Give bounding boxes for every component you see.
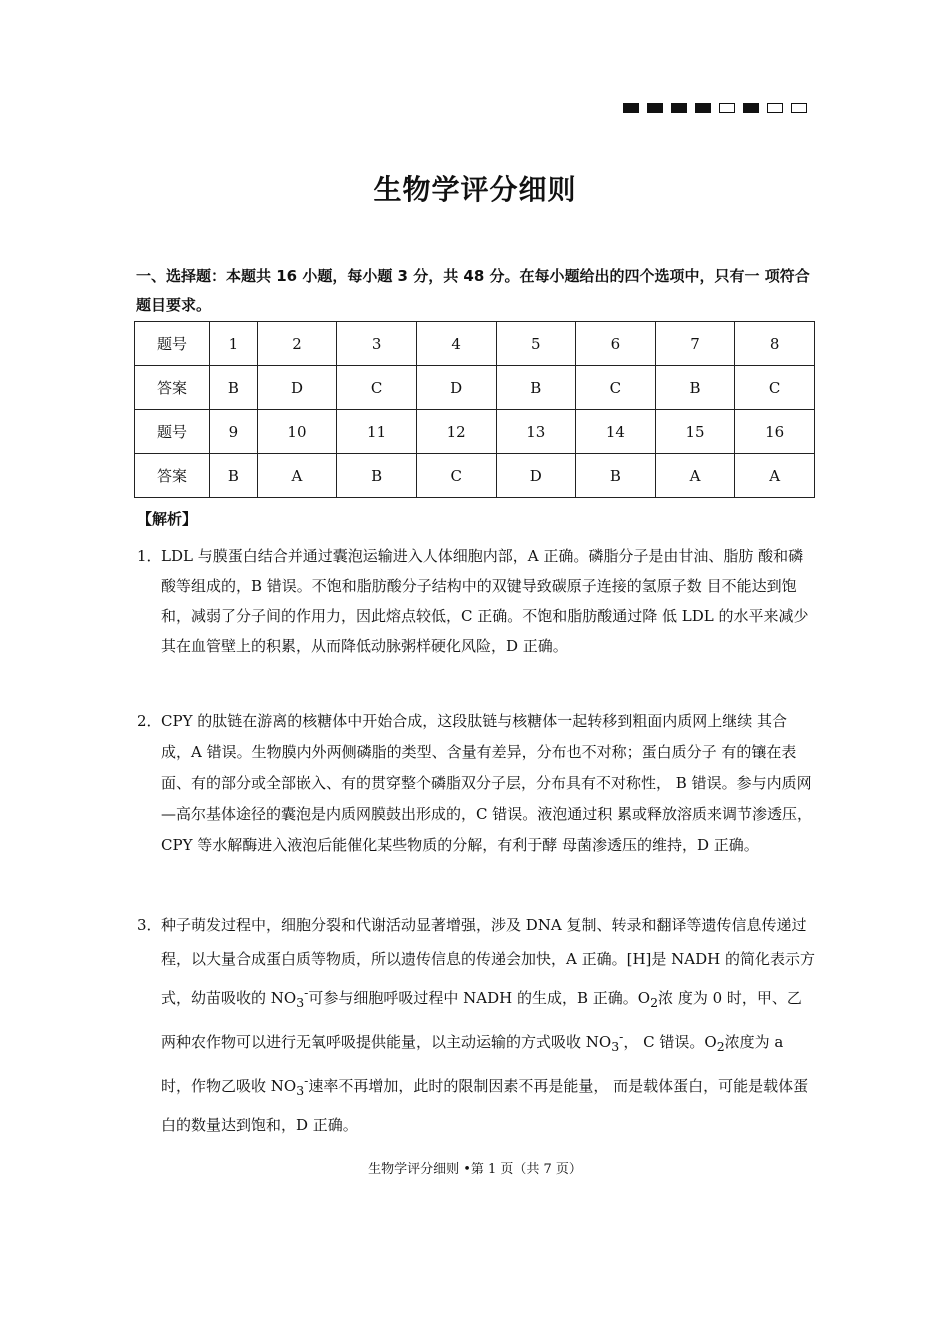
table-cell: 14: [576, 410, 656, 454]
row-header-cell: 题号: [135, 410, 210, 454]
table-row: [135, 454, 815, 498]
analysis-item-1: [137, 541, 815, 661]
table-cell: B: [210, 454, 258, 498]
mark-filled: [695, 103, 711, 113]
table-cell: D: [496, 454, 576, 498]
table-cell: C: [337, 366, 417, 410]
table-cell: 10: [257, 410, 337, 454]
subscript-2: 2: [716, 1039, 725, 1054]
mark-empty: [791, 103, 807, 113]
item-text: LDL 与膜蛋白结合并通过囊泡运输进入人体细胞内部，A 正确。磷脂分子是由甘油、脂肪 酸和磷酸等组成的，B 错误。不饱和脂肪酸分子结构中的双键导致碳原子连接的氢原子数 目不能达到饱和，减弱了分子间的作用力，因此熔点较低，C 正确。不饱和脂肪酸通过降 低 LDL 的水平来减少其在血管壁上的积累，从而降低动脉粥样硬化风险，D 正确。: [161, 547, 809, 655]
table-cell: B: [210, 366, 258, 410]
table-cell: B: [496, 366, 576, 410]
table-cell: 7: [655, 322, 735, 366]
item-text: [161, 908, 815, 1142]
text-segment: 浓度为 a 时，作物乙吸收 NO: [161, 1033, 784, 1095]
mark-empty: [767, 103, 783, 113]
subscript-2: 2: [650, 995, 659, 1010]
text-segment: 可参与细胞呼吸过程中 NADH 的生成，B 正确。O: [308, 989, 651, 1007]
table-cell: C: [735, 366, 815, 410]
table-cell: 1: [210, 322, 258, 366]
text-segment: 浓 度为 0 时，甲、乙两种农作物可以进行无氧呼吸提供能量，以主动运输的方式吸收 NO: [161, 989, 802, 1051]
table-cell: 8: [735, 322, 815, 366]
table-cell: 11: [337, 410, 417, 454]
table-cell: C: [576, 366, 656, 410]
analysis-item-2: [137, 706, 815, 861]
row-header-cell: 答案: [135, 366, 210, 410]
header-marks: [623, 103, 807, 113]
table-cell: 12: [416, 410, 496, 454]
subscript-3: 3: [296, 995, 305, 1010]
table-cell: 2: [257, 322, 337, 366]
table-cell: 5: [496, 322, 576, 366]
item-number: 1．: [137, 547, 162, 565]
subscript-3: 3: [611, 1039, 620, 1054]
mark-empty: [719, 103, 735, 113]
superscript-minus: -: [304, 1073, 309, 1088]
item-number: 3．: [137, 916, 162, 934]
page-title: 生物学评分细则: [373, 173, 577, 206]
table-cell: 13: [496, 410, 576, 454]
answer-table: [134, 321, 815, 498]
analysis-label: 【解析】: [137, 510, 198, 528]
table-cell: 16: [735, 410, 815, 454]
table-row: [135, 322, 815, 366]
superscript-minus: -: [619, 1029, 624, 1044]
mark-filled: [623, 103, 639, 113]
text-segment: ， C 错误。O: [623, 1033, 717, 1051]
mark-filled: [671, 103, 687, 113]
table-cell: 4: [416, 322, 496, 366]
subscript-3: 3: [296, 1083, 305, 1098]
table-cell: A: [257, 454, 337, 498]
table-cell: B: [576, 454, 656, 498]
table-cell: 3: [337, 322, 417, 366]
row-header-cell: 答案: [135, 454, 210, 498]
table-cell: D: [257, 366, 337, 410]
item-number: 2．: [137, 712, 162, 730]
table-cell: 9: [210, 410, 258, 454]
table-cell: C: [416, 454, 496, 498]
table-cell: B: [337, 454, 417, 498]
page-footer: 生物学评分细则 •第 1 页（共 7 页）: [368, 1162, 582, 1177]
mark-filled: [743, 103, 759, 113]
section-heading: 一、选择题：本题共 16 小题，每小题 3 分，共 48 分。在每小题给出的四个选项中，只有一 项符合题目要求。: [136, 267, 810, 314]
text-segment: 种子萌发过程中，细胞分裂和代谢活动显著增强，涉及 DNA 复制、转录和翻译等遗传信息传递过程，以大量合成蛋白质等物质，所以遗传信息的传递会加快，A 正确。[H]是 NADH 的简化表示方式，幼苗吸收的 NO: [161, 916, 815, 1007]
table-cell: D: [416, 366, 496, 410]
superscript-minus: -: [304, 985, 309, 1000]
table-row: [135, 410, 815, 454]
table-cell: 6: [576, 322, 656, 366]
table-cell: 15: [655, 410, 735, 454]
mark-filled: [647, 103, 663, 113]
analysis-item-3: [137, 908, 815, 1142]
table-cell: B: [655, 366, 735, 410]
table-row: [135, 366, 815, 410]
row-header-cell: 题号: [135, 322, 210, 366]
table-cell: A: [655, 454, 735, 498]
table-cell: A: [735, 454, 815, 498]
item-text: CPY 的肽链在游离的核糖体中开始合成，这段肽链与核糖体一起转移到粗面内质网上继续 其合成，A 错误。生物膜内外两侧磷脂的类型、含量有差异，分布也不对称；蛋白质分子 有的镶在表面、有的部分或全部嵌入、有的贯穿整个磷脂双分子层，分布具有不对称性， B 错误。参与内质网—高尔基体途径的囊泡是内质网膜鼓出形成的，C 错误。液泡通过积 累或释放溶质来调节渗透压，CPY 等水解酶进入液泡后能催化某些物质的分解，有利于酵 母菌渗透压的维持，D 正确。: [161, 712, 813, 854]
text-segment: 速率不再增加，此时的限制因素不再是能量， 而是载体蛋白，可能是载体蛋白的数量达到饱和，D 正确。: [161, 1077, 809, 1134]
